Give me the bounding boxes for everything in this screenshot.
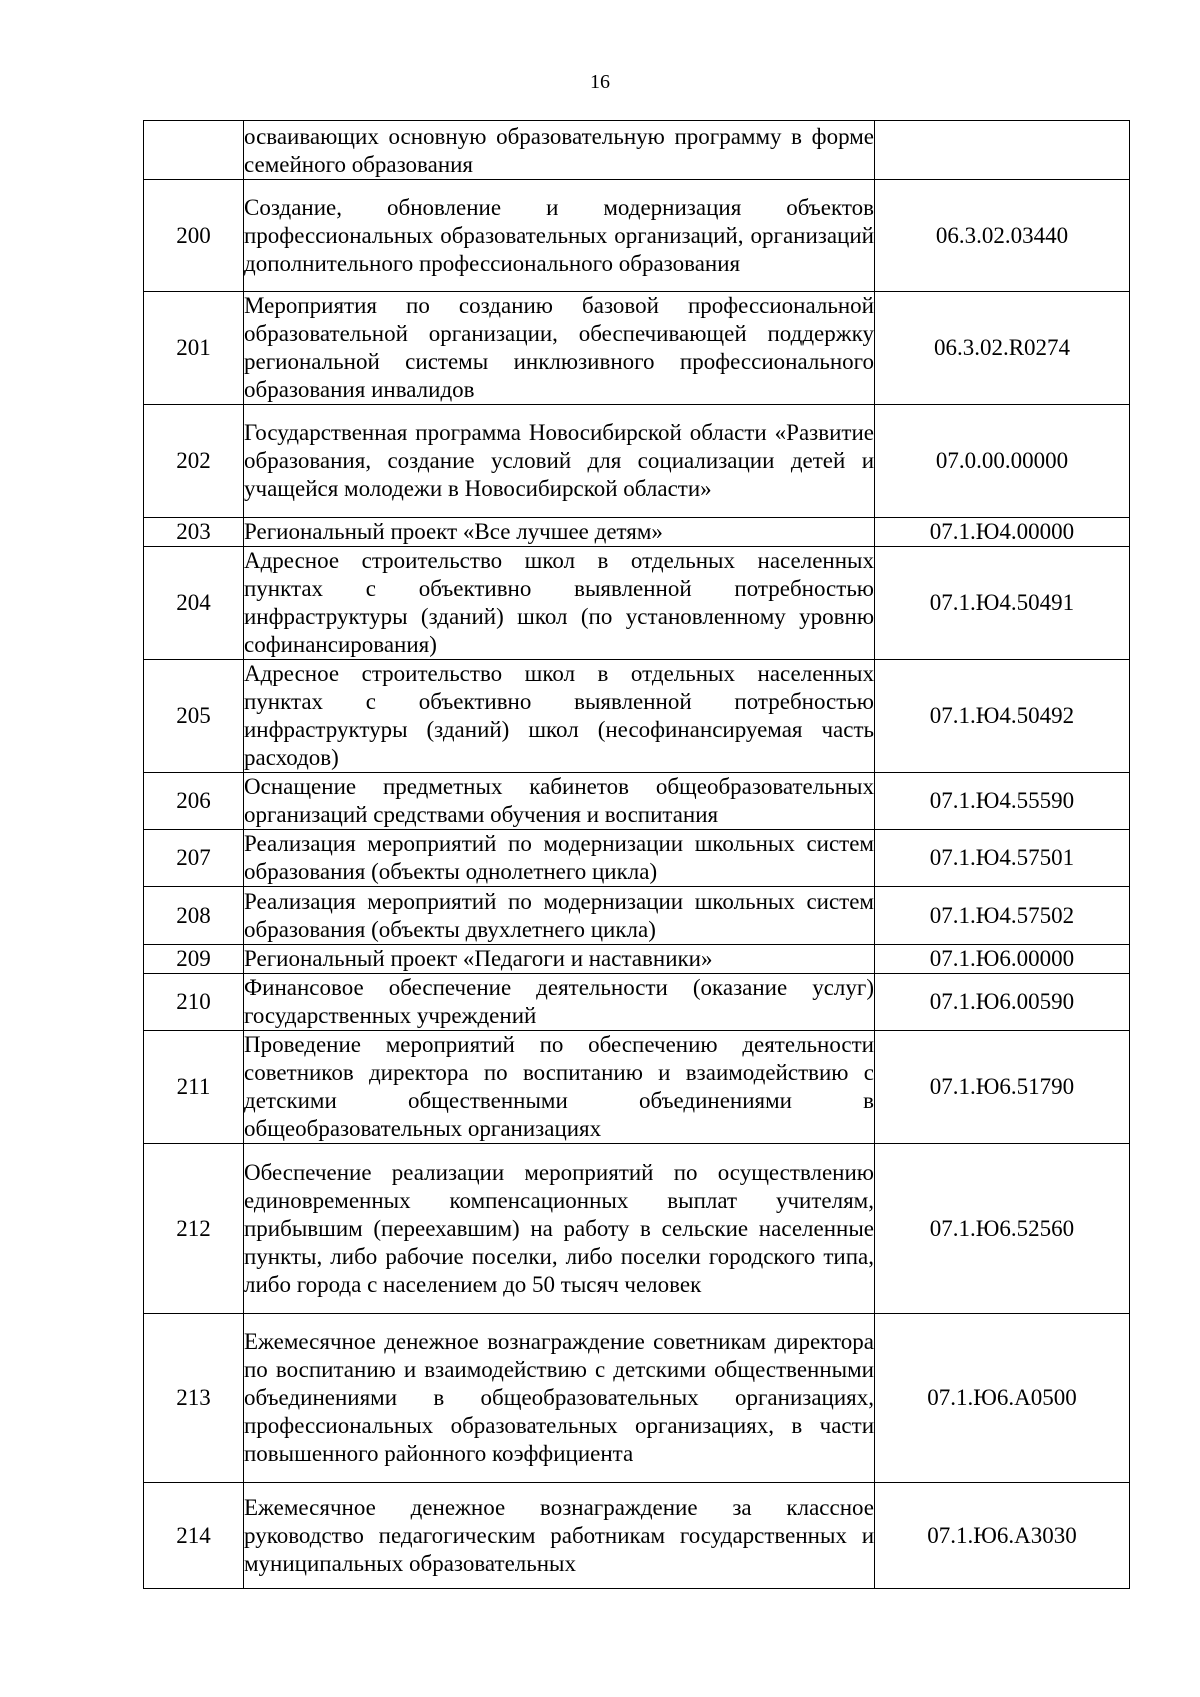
row-code xyxy=(875,121,1130,180)
row-number: 213 xyxy=(144,1314,244,1483)
row-description: Мероприятия по созданию базовой профессиональной образовательной организации, обеспечивающей поддержку региональной системы инклюзивного профессионального образования инвалидов xyxy=(244,292,875,405)
row-number xyxy=(144,121,244,180)
row-number: 214 xyxy=(144,1483,244,1589)
row-number: 201 xyxy=(144,292,244,405)
table-row xyxy=(144,518,1130,547)
table-row xyxy=(144,1483,1130,1589)
table-row xyxy=(144,1031,1130,1144)
row-code: 06.3.02.R0274 xyxy=(875,292,1130,405)
table-row xyxy=(144,405,1130,518)
row-description: Создание, обновление и модернизация объектов профессиональных образовательных организаций, организаций дополнительного профессионального образования xyxy=(244,180,875,292)
row-description: Ежемесячное денежное вознаграждение советникам директора по воспитанию и взаимодействию с детскими общественными объединениями в общеобразовательных организациях, профессиональных образовательных организациях, в части повышенного районного коэффициента xyxy=(244,1314,875,1483)
row-code: 07.1.Ю4.57502 xyxy=(875,887,1130,945)
row-code: 07.1.Ю4.50491 xyxy=(875,547,1130,660)
row-number: 212 xyxy=(144,1144,244,1314)
row-description: Адресное строительство школ в отдельных населенных пунктах с объективно выявленной потребностью инфраструктуры (зданий) школ (несофинансируемая часть расходов) xyxy=(244,660,875,773)
row-number: 200 xyxy=(144,180,244,292)
table-row xyxy=(144,945,1130,974)
row-code: 07.1.Ю6.00000 xyxy=(875,945,1130,974)
table-row xyxy=(144,660,1130,773)
table-row xyxy=(144,547,1130,660)
budget-classification-table xyxy=(143,120,1130,1589)
row-description: Проведение мероприятий по обеспечению деятельности советников директора по воспитанию и взаимодействию с детскими общественными объединениями в общеобразовательных организациях xyxy=(244,1031,875,1144)
row-code: 07.1.Ю6.51790 xyxy=(875,1031,1130,1144)
row-description: Региональный проект «Все лучшее детям» xyxy=(244,518,875,547)
row-code: 07.1.Ю4.57501 xyxy=(875,830,1130,887)
row-number: 203 xyxy=(144,518,244,547)
table-row xyxy=(144,887,1130,945)
row-number: 206 xyxy=(144,773,244,830)
page-number: 16 xyxy=(590,71,610,93)
row-description: Реализация мероприятий по модернизации школьных систем образования (объекты однолетнего цикла) xyxy=(244,830,875,887)
table-row xyxy=(144,292,1130,405)
row-description: Адресное строительство школ в отдельных населенных пунктах с объективно выявленной потребностью инфраструктуры (зданий) школ (по установленному уровню софинансирования) xyxy=(244,547,875,660)
row-code: 07.1.Ю6.А0500 xyxy=(875,1314,1130,1483)
row-code: 07.1.Ю6.00590 xyxy=(875,974,1130,1031)
row-number: 210 xyxy=(144,974,244,1031)
row-description: Обеспечение реализации мероприятий по осуществлению единовременных компенсационных выплат учителям, прибывшим (переехавшим) на работу в сельские населенные пункты, либо рабочие поселки, либо поселки городского типа, либо города с населением до 50 тысяч человек xyxy=(244,1144,875,1314)
row-code: 07.1.Ю4.00000 xyxy=(875,518,1130,547)
table-row xyxy=(144,1144,1130,1314)
row-description: осваивающих основную образовательную программу в форме семейного образования xyxy=(244,121,875,180)
row-code: 07.1.Ю6.А3030 xyxy=(875,1483,1130,1589)
row-description: Государственная программа Новосибирской области «Развитие образования, создание условий для социализации детей и учащейся молодежи в Новосибирской области» xyxy=(244,405,875,518)
row-code: 07.1.Ю6.52560 xyxy=(875,1144,1130,1314)
row-code: 07.1.Ю4.55590 xyxy=(875,773,1130,830)
row-number: 207 xyxy=(144,830,244,887)
row-number: 202 xyxy=(144,405,244,518)
row-number: 204 xyxy=(144,547,244,660)
row-number: 211 xyxy=(144,1031,244,1144)
row-number: 209 xyxy=(144,945,244,974)
table-row xyxy=(144,1314,1130,1483)
table-row xyxy=(144,121,1130,180)
row-number: 208 xyxy=(144,887,244,945)
row-description: Ежемесячное денежное вознаграждение за классное руководство педагогическим работникам государственных и муниципальных образовательных xyxy=(244,1483,875,1589)
row-description: Оснащение предметных кабинетов общеобразовательных организаций средствами обучения и воспитания xyxy=(244,773,875,830)
row-description: Реализация мероприятий по модернизации школьных систем образования (объекты двухлетнего цикла) xyxy=(244,887,875,945)
table-row xyxy=(144,773,1130,830)
table-row xyxy=(144,180,1130,292)
row-code: 06.3.02.03440 xyxy=(875,180,1130,292)
table-row xyxy=(144,830,1130,887)
table-row xyxy=(144,974,1130,1031)
row-description: Финансовое обеспечение деятельности (оказание услуг) государственных учреждений xyxy=(244,974,875,1031)
row-code: 07.0.00.00000 xyxy=(875,405,1130,518)
row-number: 205 xyxy=(144,660,244,773)
row-description: Региональный проект «Педагоги и наставники» xyxy=(244,945,875,974)
row-code: 07.1.Ю4.50492 xyxy=(875,660,1130,773)
